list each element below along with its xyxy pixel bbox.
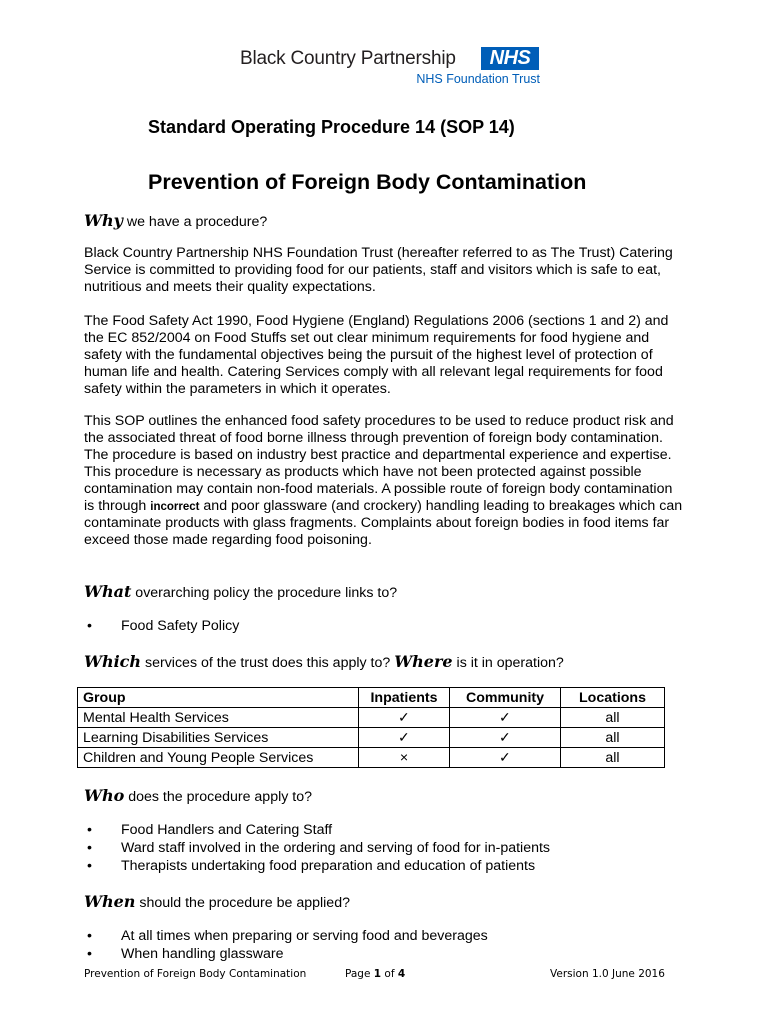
bullet-icon: •	[87, 928, 92, 944]
cell-group: Children and Young People Services	[78, 748, 359, 768]
table-row	[78, 708, 665, 728]
why-keyword: Why	[84, 211, 123, 230]
where-keyword: Where	[394, 652, 453, 671]
cell-group: Learning Disabilities Services	[78, 728, 359, 748]
who-keyword: Who	[84, 786, 125, 805]
table-header-row	[78, 688, 665, 708]
trust-logo	[240, 44, 540, 88]
footer-doc-name: Prevention of Foreign Body Contamination	[84, 968, 307, 980]
why-paragraph-3-start: This SOP outlines the enhanced food safety procedures to be used to reduce product risk and the associated threat of food borne illness through prevention of foreign body contamination. The procedure is based on industry best practice and departmental experience and expertise. This procedure is necessary as products which have not been protected against possible contamination may contain non-food materials. A possible route of foreign body contamination is through	[84, 413, 674, 514]
what-keyword: What	[84, 582, 132, 601]
table-row	[78, 728, 665, 748]
col-header-community: Community	[450, 688, 561, 708]
why-paragraph-3-emphasis: incorrect	[150, 500, 200, 513]
why-paragraph-1: Black Country Partnership NHS Foundation Trust (hereafter referred to as The Trust) Catering Service is committed to providing food for our patients, staff and visitors which is safe to eat, nutritious and meets their quality expectations.	[84, 245, 673, 295]
where-question: is it in operation?	[452, 655, 564, 671]
cell-community: ✓	[450, 728, 561, 748]
who-item: Food Handlers and Catering Staff	[121, 822, 333, 838]
list-item	[87, 822, 332, 838]
list-item	[87, 618, 239, 634]
what-question: overarching policy the procedure links to?	[131, 585, 398, 601]
footer-page-total: 4	[397, 968, 406, 980]
col-header-inpatients: Inpatients	[359, 688, 450, 708]
sop-title: Standard Operating Procedure 14 (SOP 14)	[148, 117, 515, 137]
bullet-icon: •	[87, 618, 92, 634]
page-title: Prevention of Foreign Body Contamination	[148, 170, 587, 194]
nhs-badge: NHS	[481, 47, 539, 70]
cell-locations: all	[561, 728, 665, 748]
which-heading	[84, 652, 564, 671]
footer-page-current: 1	[373, 968, 382, 980]
footer-version: Version 1.0 June 2016	[550, 968, 665, 980]
logo-org-name: Black Country Partnership	[240, 48, 456, 69]
when-item: When handling glassware	[121, 946, 284, 962]
when-keyword: When	[84, 892, 136, 911]
why-paragraph-3-end: and poor glassware (and crockery) handling leading to breakages which can contaminate products with glass fragments. Complaints about foreign bodies in food items far exceed those made regarding food poisoning.	[84, 497, 683, 549]
who-item: Ward staff involved in the ordering and serving of food for in-patients	[121, 840, 551, 856]
which-question: services of the trust does this apply to?	[141, 655, 395, 671]
col-header-locations: Locations	[561, 688, 665, 708]
what-item: Food Safety Policy	[121, 618, 240, 634]
who-heading	[84, 786, 312, 805]
cell-locations: all	[561, 748, 665, 768]
cell-locations: all	[561, 708, 665, 728]
list-item	[87, 858, 535, 874]
what-heading	[84, 582, 397, 601]
footer-page-prefix: Page	[345, 968, 374, 980]
cell-inpatients: ✓	[359, 708, 450, 728]
services-table	[77, 687, 665, 768]
why-heading	[84, 211, 267, 230]
who-item: Therapists undertaking food preparation and education of patients	[121, 858, 536, 874]
bullet-icon: •	[87, 822, 92, 838]
col-header-group: Group	[78, 688, 359, 708]
footer-page-number	[345, 968, 405, 980]
logo-trust-name: NHS Foundation Trust	[416, 72, 540, 86]
footer-page-mid: of	[381, 968, 398, 980]
when-heading	[84, 892, 350, 911]
cell-inpatients: ✓	[359, 728, 450, 748]
who-question: does the procedure apply to?	[124, 789, 313, 805]
why-question: we have a procedure?	[122, 214, 268, 230]
when-question: should the procedure be applied?	[135, 895, 350, 911]
why-paragraph-3	[84, 413, 684, 549]
cell-group: Mental Health Services	[78, 708, 359, 728]
bullet-icon: •	[87, 858, 92, 874]
list-item	[87, 840, 550, 856]
bullet-icon: •	[87, 946, 92, 962]
cell-inpatients: ×	[359, 748, 450, 768]
table-row	[78, 748, 665, 768]
why-paragraph-2: The Food Safety Act 1990, Food Hygiene (England) Regulations 2006 (sections 1 and 2) and the EC 852/2004 on Food Stuffs set out clear minimum requirements for food hygiene and safety with the fundamental objectives being the pursuit of the highest level of protection of human life and health. Catering Services comply with all relevant legal requirements for food safety within the parameters in which it operates.	[84, 313, 669, 397]
bullet-icon: •	[87, 840, 92, 856]
when-item: At all times when preparing or serving food and beverages	[121, 928, 488, 944]
which-keyword: Which	[84, 652, 142, 671]
cell-community: ✓	[450, 708, 561, 728]
cell-community: ✓	[450, 748, 561, 768]
list-item	[87, 928, 488, 944]
list-item	[87, 946, 283, 962]
